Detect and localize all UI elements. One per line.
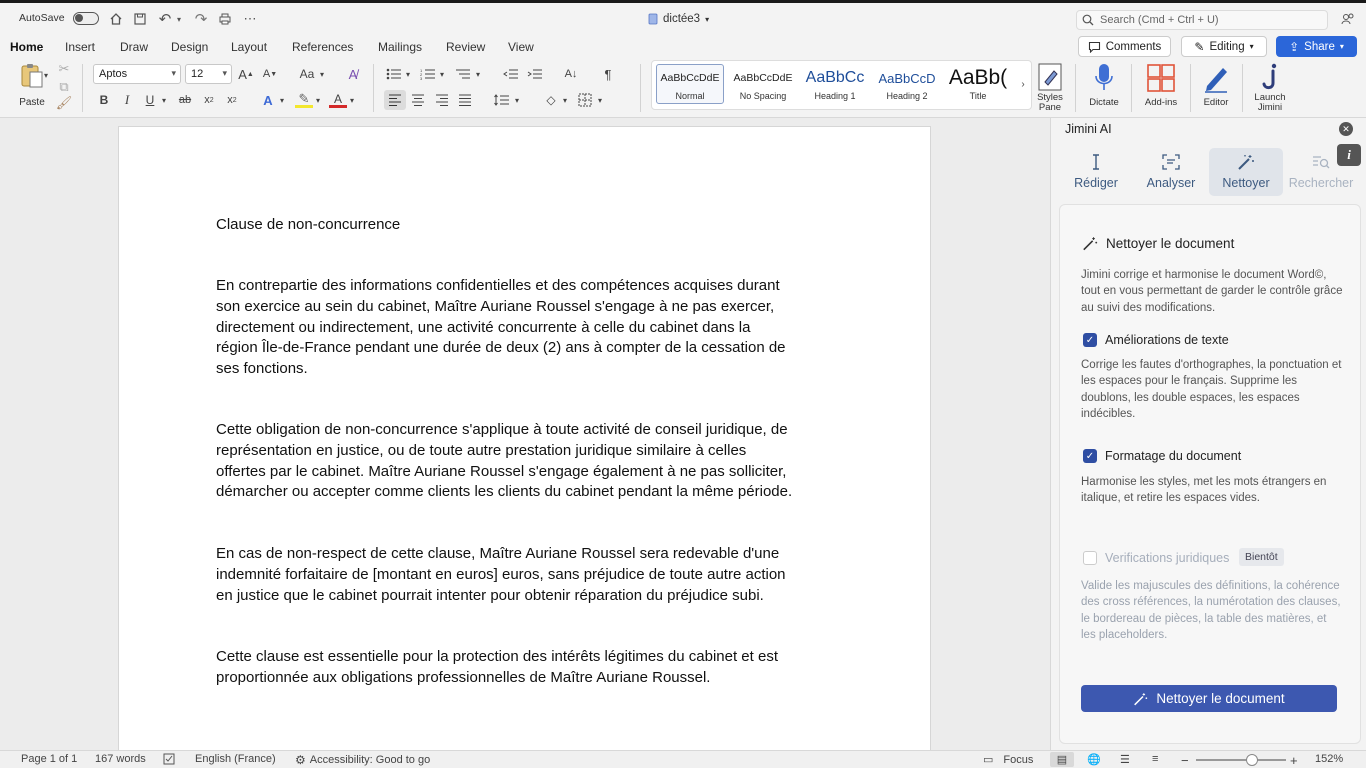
tab-mailings[interactable]: Mailings [378,40,423,54]
magic-wand-icon [1082,236,1098,251]
comments-label: Comments [1105,40,1162,53]
paste-label: Paste [19,97,45,108]
card-header [1082,236,1234,251]
dictate-label: Dictate [1089,97,1119,108]
clean-document-button[interactable] [1081,685,1337,712]
align-right-icon[interactable] [433,92,451,108]
accessibility-status[interactable] [295,753,430,767]
align-center-icon[interactable] [409,92,427,108]
grow-font-icon[interactable]: A ▲ [238,66,254,82]
document-paragraph[interactable]: En cas de non-respect de cette clause, Maître Auriane Roussel sera redevable d'une indemnité forfaitaire de [montant en euros] euros, sans préjudice de toute autre action en justice que le cabinet pourrait intenter pour obtenir réparation du préjudice subi. [216,545,786,604]
search-icon [1082,14,1094,26]
editing-label: Editing [1209,40,1245,53]
launch-jimini-button[interactable] [1250,62,1290,113]
divider [82,64,83,112]
option-format-checkbox[interactable] [1083,449,1097,463]
zoom-out-icon[interactable]: − [1181,753,1189,768]
editor-button[interactable] [1196,62,1236,108]
tab-layout[interactable]: Layout [231,40,268,54]
card-title: Nettoyer le document [1106,236,1235,251]
show-formatting-icon[interactable]: ¶ [604,66,612,82]
format-painter-icon[interactable]: 🖌 [55,95,73,110]
draft-view-icon[interactable]: ≡ [1152,753,1159,765]
font-size-select[interactable] [185,64,232,84]
style-heading-1[interactable] [801,64,869,104]
style-preview: AaBbCcD [878,70,936,86]
checkmark-icon: ✓ [1085,450,1095,462]
style-title[interactable] [946,64,1010,104]
save-icon[interactable] [132,11,148,27]
editor-pen-icon [1201,62,1231,94]
focus-button[interactable] [983,753,1033,766]
style-preview: AaBbCc [805,69,865,86]
style-preview: AaBbCcDdE [660,72,720,84]
cut-icon[interactable]: ✂ [58,61,70,76]
chevron-down-icon: ▾ [1339,42,1344,51]
text-effects-icon[interactable]: A [263,92,273,108]
styles-pane-button[interactable] [1034,62,1066,113]
bold-icon[interactable]: B [99,93,109,107]
editing-mode-button[interactable] [1181,36,1267,57]
tab-design[interactable]: Design [171,40,209,54]
word-count[interactable]: 167 words [95,753,146,765]
share-icon: ⇪ [1289,39,1300,54]
addins-button[interactable] [1139,62,1183,108]
doc-title: dictée3 [663,13,701,25]
chevron-down-icon[interactable]: ▾ [315,95,320,105]
tab-home[interactable]: Home [10,36,43,58]
subscript-icon[interactable]: x 2 [204,94,214,106]
style-heading-2[interactable] [873,64,941,104]
magic-wand-icon [1209,154,1283,172]
chevron-down-icon[interactable]: ▾ [161,95,166,105]
editor-label: Editor [1203,97,1229,108]
chevron-down-icon[interactable]: ▾ [319,69,324,79]
chevron-down-icon[interactable]: ▾ [514,95,519,105]
style-no-spacing[interactable] [729,64,797,104]
copy-icon[interactable]: ⧉ [59,79,69,94]
style-normal[interactable] [656,64,724,104]
outline-view-icon[interactable]: ☰ [1120,754,1130,766]
zoom-slider[interactable] [1196,759,1286,761]
document-icon [648,13,658,25]
tab-label: Nettoyer [1222,176,1270,190]
pencil-icon: ✎ [1194,39,1205,54]
document-paragraph[interactable]: En contrepartie des informations confidentielles et des compétences acquises durant son exercice au sein du cabinet, Maître Auriane Roussel s'engage à ne pas exercer, directement ou indirectement, une activité concurrente à celle du cabinet dans la région Île-de-France pendant une durée de deux (2) ans à compter de la cessation de ses fonctions. [216,277,786,378]
text-cursor-icon [1059,154,1133,172]
svg-text:1: 1 [420,68,423,73]
option-description: Corrige les fautes d'orthographes, la ponctuation et les espaces pour le français. Supprime les doublons, les double espaces, les espaces indécibles. [1081,359,1342,420]
chevron-down-icon: ▾ [171,68,176,78]
share-button[interactable] [1276,36,1357,57]
option-label: Formatage du document [1105,449,1242,463]
style-name: No Spacing [739,91,787,101]
card-intro: Jimini corrige et harmonise le document Word©, tout en vous permettant de garder le contrôle grâce au suivi des modifications. [1081,269,1343,314]
tab-rechercher[interactable] [1284,148,1358,196]
print-icon[interactable] [217,11,233,27]
style-preview: AaBb( [948,66,1008,89]
chevron-down-icon[interactable]: ▾ [439,69,444,79]
focus-label: Focus [1003,753,1034,766]
zoom-level[interactable]: 152% [1315,753,1344,765]
document-paragraph[interactable]: Cette obligation de non-concurrence s'applique à toute activité de conseil juridique, de représentation en justice, ou de toute autre prestation juridique similaire à celles offertes par le cabinet. Maître Auriane Roussel s'engage également à ne pas solliciter, démarcher ou accepter comme clients les clients du cabinet pendant la même période. [216,421,793,501]
magic-wand-icon [1133,692,1148,706]
option-text-checkbox[interactable] [1083,333,1097,347]
tab-view[interactable]: View [508,40,534,54]
info-icon: i [1347,147,1351,162]
redo-icon[interactable]: ↷ [194,11,208,28]
print-layout-button[interactable] [1050,752,1074,767]
accessibility-icon: ⚙ [295,753,306,767]
divider [1242,64,1243,112]
search-box[interactable] [1076,10,1328,30]
decrease-indent-icon[interactable] [502,66,520,82]
zoom-slider-thumb[interactable] [1246,754,1258,766]
status-bar [0,750,1366,768]
tab-rediger[interactable] [1059,148,1133,196]
chevron-down-icon[interactable]: ▾ [279,95,284,105]
font-name-value: Aptos [99,68,128,80]
chevron-down-icon: ▾ [1249,42,1254,51]
tab-draw[interactable]: Draw [120,40,149,54]
jimini-side-panel [1050,118,1366,750]
comments-button[interactable] [1078,36,1171,57]
shrink-font-icon[interactable]: A ▼ [262,68,278,80]
print-layout-icon: ▤ [1056,754,1068,766]
option-description: Valide les majuscules des définitions, la cohérence des cross références, la numérotation des clauses, le bordereau de pièces, la table des matières, et les placeholders. [1081,580,1341,641]
search-input[interactable]: Search (Cmd + Ctrl + U) [1100,14,1219,26]
divider [373,64,374,112]
underline-icon[interactable]: U [145,93,155,107]
launch-jimini-label: Launch Jimini [1254,92,1286,113]
line-spacing-icon[interactable] [493,92,511,108]
document-heading[interactable]: Clause de non-concurrence [216,216,401,233]
justify-icon[interactable] [456,92,474,108]
jimini-logo-icon [1258,62,1282,92]
change-case-icon[interactable]: Aa [299,67,315,81]
divider [1131,64,1132,112]
tab-references[interactable]: References [292,40,354,54]
styles-pane-label: Styles Pane [1037,92,1063,113]
chevron-down-icon[interactable]: ▾ [405,69,410,79]
chevron-down-icon[interactable]: ▾ [597,95,602,105]
page-count[interactable]: Page 1 of 1 [21,753,78,765]
tab-label: Rédiger [1074,176,1118,190]
sort-icon[interactable]: A↓ [564,68,578,80]
focus-icon: ▭ [983,754,994,766]
coming-soon-badge: Bientôt [1239,548,1284,566]
style-name: Normal [675,91,705,101]
bullets-icon[interactable] [385,66,403,82]
style-preview: AaBbCcDdE [733,72,793,84]
option-label: Améliorations de texte [1105,333,1229,347]
superscript-icon[interactable]: x 2 [227,94,237,106]
style-name: Heading 2 [886,91,928,101]
shading-icon[interactable]: ◇ [546,93,556,107]
paste-button[interactable] [12,62,52,108]
tab-insert[interactable]: Insert [65,40,96,54]
panel-title: Jimini AI [1065,122,1112,136]
comment-icon [1088,41,1101,53]
addins-icon [1146,62,1176,94]
svg-text:3: 3 [420,76,423,80]
tab-review[interactable]: Review [446,40,486,54]
home-icon[interactable] [108,11,124,27]
tab-nettoyer[interactable] [1209,148,1283,196]
chevron-down-icon[interactable]: ▾ [349,95,354,105]
tab-analyser[interactable] [1134,148,1208,196]
share-label: Share [1304,40,1335,53]
addins-label: Add-ins [1144,97,1178,108]
document-canvas [0,118,1050,750]
proofing-icon[interactable] [163,753,177,765]
chevron-down-icon: ▾ [705,14,710,24]
close-panel-button[interactable] [1339,122,1353,136]
title-bar [0,0,1366,36]
multilevel-list-icon[interactable] [454,66,472,82]
align-left-button[interactable] [384,90,406,110]
clean-document-label: Nettoyer le document [1156,691,1285,706]
option-legal-checkbox[interactable] [1083,551,1097,565]
search-doc-icon [1284,154,1358,172]
divider [640,64,641,112]
svg-text:2: 2 [420,72,423,77]
document-paragraph[interactable]: Cette clause est essentielle pour la protection des intérêts légitimes du cabinet et est proportionnée aux obligations professionnelles de Maître Auriane Roussel. [216,648,778,686]
clear-formatting-icon[interactable]: A̸ [348,66,358,82]
accessibility-label: Accessibility: Good to go [309,754,431,766]
autosave-toggle[interactable] [73,12,99,25]
tab-label: Rechercher [1288,176,1354,190]
borders-icon[interactable] [576,92,594,108]
undo-icon[interactable]: ↶ [158,11,172,28]
scan-icon [1134,154,1208,172]
ribbon-tab-bar [0,36,1366,58]
divider [1190,64,1191,112]
font-size-value: 12 [191,68,204,80]
font-name-select[interactable] [93,64,181,84]
styles-pane-icon [1036,62,1064,92]
microphone-icon [1092,62,1116,94]
chevron-down-icon: ▾ [222,68,227,78]
option-description: Harmonise les styles, met les mots étrangers en italique, et retire les espaces vides. [1081,476,1327,505]
increase-indent-icon[interactable] [526,66,544,82]
chevron-down-icon[interactable]: ▾ [562,95,567,105]
autosave-label: AutoSave [19,12,65,24]
tab-label: Analyser [1146,176,1196,190]
undo-dropdown-icon[interactable]: ▾ [176,14,181,24]
paste-dropdown-icon[interactable]: ▾ [43,70,48,80]
numbering-icon[interactable] [419,66,437,82]
option-label: Verifications juridiques [1105,551,1230,565]
language-status[interactable]: English (France) [195,753,276,765]
font-color-icon[interactable]: A [329,92,347,108]
more-options-icon[interactable]: ⋯ [243,11,257,26]
account-icon[interactable] [1340,11,1356,27]
nettoyer-card [1059,204,1361,744]
style-name: Title [969,91,987,101]
web-layout-icon[interactable]: 🌐 [1087,754,1101,766]
align-left-icon [388,94,402,106]
italic-icon[interactable]: I [124,92,130,107]
doc-title-button[interactable] [648,11,709,27]
close-icon: ✕ [1342,123,1350,134]
highlight-icon[interactable]: ✎ [295,92,313,108]
ribbon-toolbar [0,58,1366,118]
chevron-down-icon[interactable]: ▾ [475,69,480,79]
checkmark-icon: ✓ [1085,334,1095,346]
dictate-button[interactable] [1084,62,1124,108]
strikethrough-icon[interactable]: ab [178,94,192,106]
zoom-in-icon[interactable]: + [1290,753,1298,768]
divider [1075,64,1076,112]
gallery-more-icon[interactable]: › [1021,78,1025,90]
document-page[interactable] [118,126,931,766]
style-name: Heading 1 [814,91,856,101]
